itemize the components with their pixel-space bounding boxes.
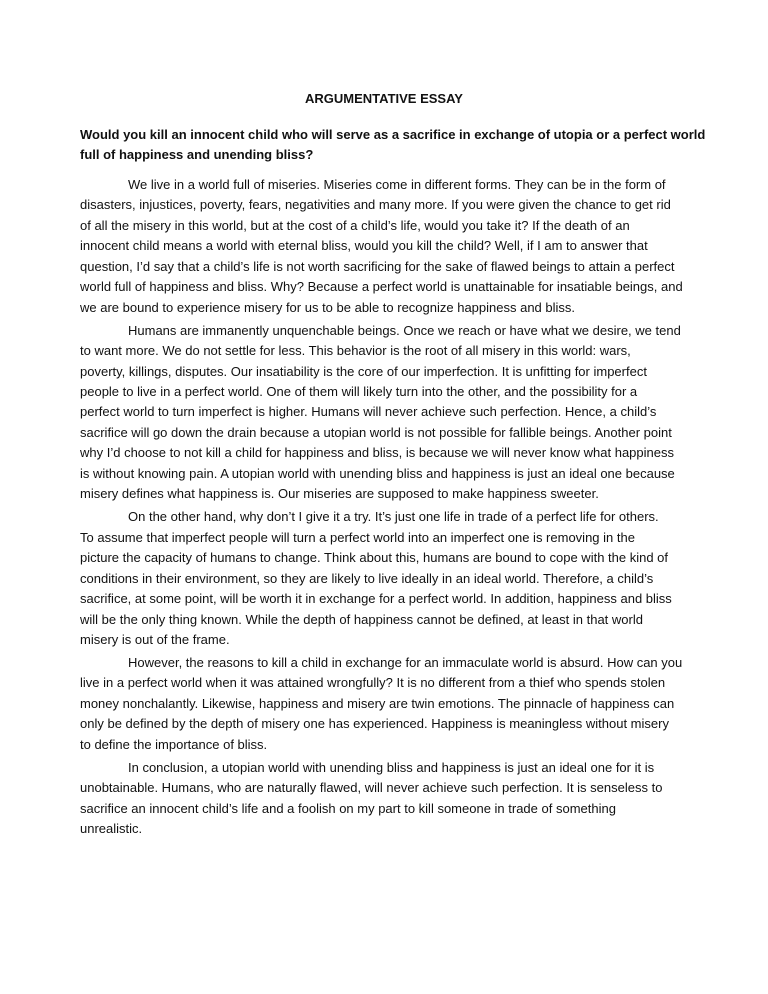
essay-question <box>80 125 706 166</box>
paragraph-line: To assume that imperfect people will turn a perfect world into an imperfect one is removing in the <box>80 529 635 545</box>
paragraph-line: On the other hand, why don’t I give it a try. It’s just one life in trade of a perfect life for others. <box>128 509 659 525</box>
paragraph-line: question, I’d say that a child’s life is not worth sacrificing for the sake of flawed beings to attain a perfect <box>80 258 675 274</box>
paragraph-line: only be defined by the depth of misery one has experienced. Happiness is meaningless without misery <box>80 716 669 732</box>
paragraph-line: why I’d choose to not kill a child for happiness and bliss, is because we will never know what happiness <box>80 445 674 461</box>
paragraph-line: live in a perfect world when it was attained wrongfully? It is no different from a thief who spends stolen <box>80 675 666 691</box>
paragraph-line: sacrifice an innocent child’s life and a foolish on my part to kill someone in trade of something <box>80 800 616 816</box>
paragraph-line: poverty, killings, disputes. Our insatiability is the core of our imperfection. It is unfitting for imperfect <box>80 363 647 379</box>
paragraph-line: of all the misery in this world, but at the cost of a child’s life, would you take it? If the death of an <box>80 217 630 233</box>
paragraph-line: disasters, injustices, poverty, fears, negativities and many more. If you were given the chance to get rid <box>80 197 671 213</box>
paragraph <box>80 653 720 755</box>
paragraph-line: conditions in their environment, so they are likely to live ideally in an ideal world. Therefore, a child’s <box>80 570 654 586</box>
paragraph-line: perfect world to turn imperfect is higher. Humans will never achieve such perfection. Hence, a child’s <box>80 404 657 420</box>
paragraph-line: unrealistic. <box>80 821 143 837</box>
essay-body <box>80 175 720 842</box>
paragraph-line: people to live in a perfect world. One of them will likely turn into the other, and the possibility for a <box>80 384 638 400</box>
paragraph-line: unobtainable. Humans, who are naturally flawed, will never achieve such perfection. It is senseless to <box>80 780 663 796</box>
paragraph-line: world full of happiness and bliss. Why? Because a perfect world is unattainable for insatiable beings, and <box>80 279 683 295</box>
paragraph <box>80 758 720 840</box>
paragraph-line: sacrifice will go down the drain because a utopian world is not possible for fallible beings. Another point <box>80 424 672 440</box>
essay-title: ARGUMENTATIVE ESSAY <box>305 91 463 106</box>
paragraph-line: However, the reasons to kill a child in exchange for an immaculate world is absurd. How can you <box>128 654 683 670</box>
heading-line: full of happiness and unending bliss? <box>80 147 314 163</box>
paragraph-line: We live in a world full of miseries. Miseries come in different forms. They can be in the form of <box>128 177 666 192</box>
paragraph-line: to define the importance of bliss. <box>80 736 268 752</box>
paragraph-line: to want more. We do not settle for less. This behavior is the root of all misery in this world: wars, <box>80 343 631 359</box>
paragraph-line: will be the only thing known. While the depth of happiness cannot be defined, at least in that world <box>80 611 643 627</box>
paragraph <box>80 507 720 650</box>
paragraph-line: In conclusion, a utopian world with unending bliss and happiness is just an ideal one for it is <box>128 759 655 775</box>
paragraph-line: we are bound to experience misery for us to be able to recognize happiness and bliss. <box>80 299 576 315</box>
paragraph-line: innocent child means a world with eternal bliss, would you kill the child? Well, if I am to answer that <box>80 238 648 254</box>
paragraph-line: money nonchalantly. Likewise, happiness and misery are twin emotions. The pinnacle of happiness can <box>80 695 675 711</box>
paragraph-line: misery is out of the frame. <box>80 631 230 647</box>
paragraph-line: Humans are immanently unquenchable beings. Once we reach or have what we desire, we tend <box>128 322 681 338</box>
paragraph-line: picture the capacity of humans to change. Think about this, humans are bound to cope with the kind of <box>80 550 669 566</box>
paragraph-line: misery defines what happiness is. Our miseries are supposed to make happiness sweeter. <box>80 486 599 502</box>
paragraph-line: is without knowing pain. A utopian world with unending bliss and happiness is just an ideal one because <box>80 465 675 481</box>
paragraph-line: sacrifice, at some point, will be worth it in exchange for a perfect world. In addition, happiness and bliss <box>80 591 672 607</box>
paragraph <box>80 321 720 505</box>
paragraph <box>80 175 720 318</box>
heading-line: Would you kill an innocent child who will serve as a sacrifice in exchange of utopia or a perfect world <box>80 127 706 142</box>
